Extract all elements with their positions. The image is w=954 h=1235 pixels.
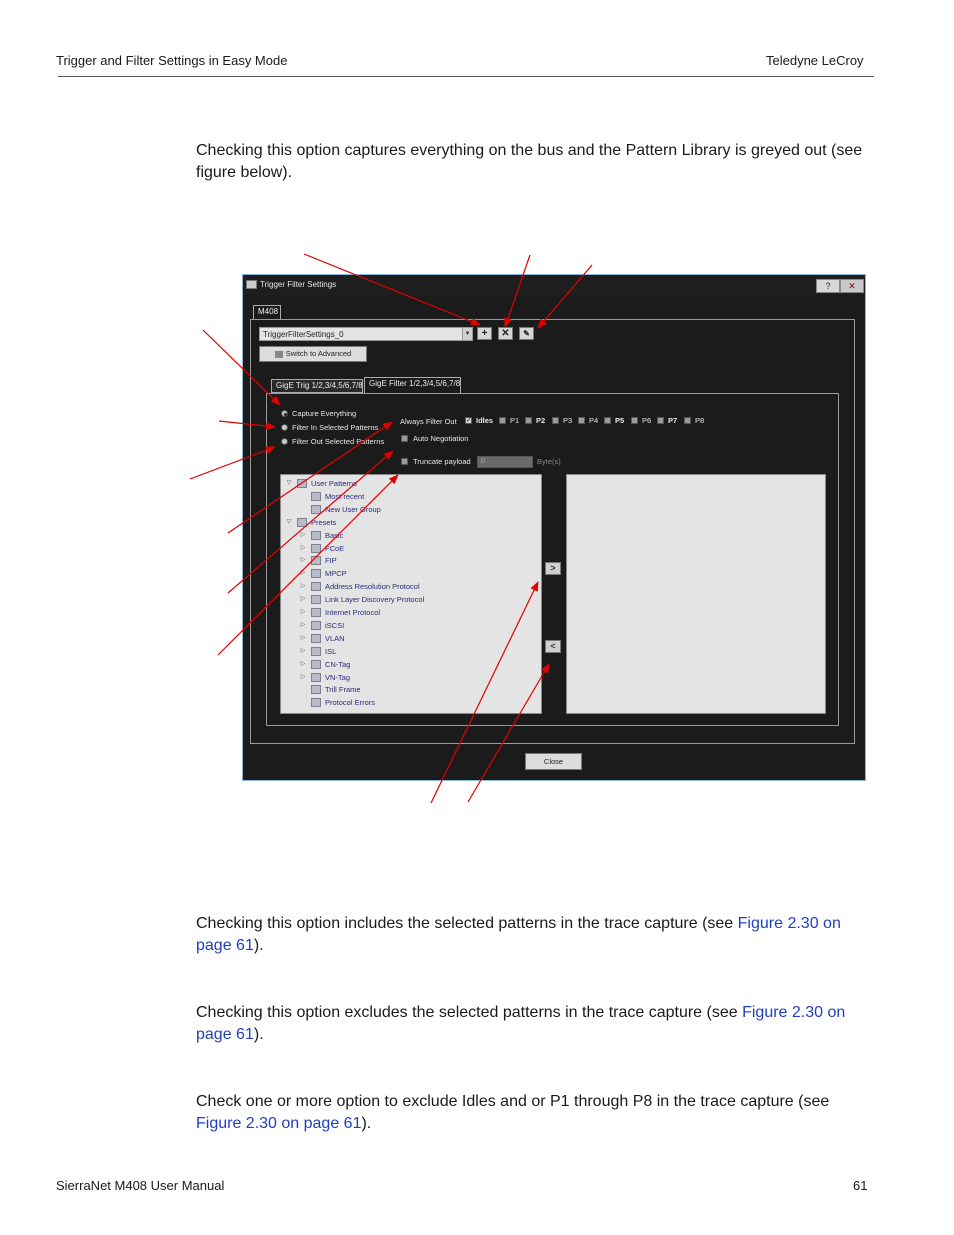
add-icon[interactable]: +	[477, 327, 492, 340]
help-button[interactable]: ?	[816, 279, 840, 293]
truncate-payload-input[interactable]: 0	[477, 456, 533, 468]
expand-toggle-icon[interactable]: ▷	[300, 673, 306, 680]
always-filter-out-label: Always Filter Out	[400, 417, 457, 426]
p8-label: P8	[695, 416, 705, 425]
delete-icon[interactable]: ✕	[498, 327, 513, 340]
truncate-unit-label: Byte(s)	[537, 457, 561, 466]
tree-item[interactable]: FIP	[325, 556, 337, 566]
p2-label: P2	[536, 416, 546, 425]
annotation-arrow-edit	[538, 265, 592, 328]
expand-toggle-icon[interactable]: ▷	[300, 634, 306, 641]
expand-toggle-icon[interactable]: ▽	[286, 518, 292, 525]
annotation-arrow-auto-negotiation	[228, 451, 393, 593]
paragraph-filter-out-end: ).	[253, 1026, 264, 1043]
expand-toggle-icon[interactable]: ▷	[300, 583, 306, 590]
p1-label: P1	[510, 416, 520, 425]
expand-toggle-icon[interactable]: ▷	[300, 570, 306, 577]
close-button[interactable]: Close	[525, 753, 582, 770]
capture-everything-label: Capture Everything	[292, 409, 357, 418]
p4-label: P4	[589, 416, 599, 425]
tree-item[interactable]: Most recent	[325, 491, 365, 501]
expand-toggle-icon[interactable]: ▷	[300, 596, 306, 603]
p6-label: P6	[642, 416, 652, 425]
idles-checkbox[interactable]: ✓	[466, 417, 472, 424]
paragraph-capture-everything: Checking this option captures everything on the bus and the Pattern Library is greyed out (see figure below).	[196, 142, 863, 181]
tree-item[interactable]: iSCSI	[325, 620, 345, 630]
p5-label: P5	[615, 416, 625, 425]
edit-icon[interactable]: ✎	[519, 327, 534, 340]
annotation-arrow-capture-everything	[203, 330, 280, 405]
expand-toggle-icon[interactable]: ▷	[300, 621, 306, 628]
paragraph-always-filter-out-text: Check one or more option to exclude Idles and or P1 through P8 in the trace capture (see	[196, 1093, 830, 1110]
page-number: 61	[853, 1178, 868, 1193]
figure-link-always-filter-out[interactable]: Figure 2.30 on page 61	[196, 1115, 362, 1132]
switch-to-advanced-label: Switch to Advanced	[285, 349, 352, 358]
paragraph-filter-out	[196, 1002, 876, 1046]
tab-m408[interactable]: M408	[253, 305, 281, 319]
dialog-title: Trigger Filter Settings	[260, 280, 337, 289]
tree-item[interactable]: VN-Tag	[325, 672, 351, 682]
figure-link-filter-out[interactable]: Figure 2.30 on page 61	[196, 1004, 846, 1043]
tab-gige-trig[interactable]: GigE Trig 1/2,3/4,5/6,7/8	[271, 379, 363, 393]
dropdown-arrow-icon[interactable]: ▼	[462, 327, 473, 341]
footer-manual-title: SierraNet M408 User Manual	[56, 1178, 225, 1193]
expand-toggle-icon[interactable]: ▷	[300, 557, 306, 564]
tree-item[interactable]: VLAN	[325, 633, 345, 643]
window-close-button[interactable]: ✕	[840, 279, 864, 293]
annotation-arrow-filter-out	[190, 447, 275, 479]
annotation-arrow-always-filter-out	[228, 422, 392, 533]
annotation-arrow-truncate-payload	[218, 475, 398, 655]
annotation-arrow-add	[304, 254, 480, 325]
tree-item[interactable]: Protocol Errors	[325, 698, 376, 708]
tab-gige-filter[interactable]: GigE Filter 1/2,3/4,5/6,7/8	[364, 377, 461, 393]
tree-group-presets[interactable]: Presets	[311, 517, 337, 527]
auto-negotiation-label: Auto Negotiation	[413, 434, 469, 443]
paragraph-filter-out-text: Checking this option excludes the selected patterns in the trace capture (see	[196, 1004, 743, 1021]
annotation-arrow-delete	[505, 255, 530, 327]
tree-group-user-patterns[interactable]: User Patterns	[311, 479, 357, 488]
p3-label: P3	[563, 416, 573, 425]
truncate-payload-label: Truncate payload	[413, 457, 471, 466]
paragraph-filter-in	[196, 913, 876, 957]
expand-toggle-icon[interactable]: ▷	[300, 531, 306, 538]
paragraph-filter-in-text: Checking this option includes the selected patterns in the trace capture (see	[196, 915, 738, 932]
running-header-right: Teledyne LeCroy	[766, 53, 864, 68]
tree-item[interactable]: MPCP	[325, 569, 347, 579]
expand-toggle-icon[interactable]: ▷	[300, 544, 306, 551]
annotation-arrow-filter-in	[219, 421, 275, 427]
tree-item[interactable]: ISL	[325, 646, 337, 656]
tree-item[interactable]: Trill Frame	[325, 685, 361, 695]
tree-item[interactable]: CN-Tag	[325, 659, 351, 669]
tree-item[interactable]: New User Group	[325, 504, 381, 514]
expand-toggle-icon[interactable]: ▷	[300, 660, 306, 667]
filter-in-label: Filter In Selected Patterns	[292, 423, 379, 432]
expand-toggle-icon[interactable]: ▷	[300, 647, 306, 654]
tree-item[interactable]: Link Layer Discovery Protocol	[325, 595, 425, 605]
tree-item[interactable]: Internet Protocol	[325, 608, 381, 617]
expand-toggle-icon[interactable]: ▽	[286, 480, 292, 486]
tree-item[interactable]: Address Resolution Protocol	[325, 582, 420, 592]
expand-toggle-icon[interactable]: ▷	[300, 609, 306, 615]
move-right-button[interactable]: >	[545, 562, 561, 575]
move-left-button[interactable]: <	[545, 640, 561, 653]
annotation-arrow-move-left	[468, 664, 549, 802]
running-header-left: Trigger and Filter Settings in Easy Mode	[56, 53, 288, 68]
tree-item[interactable]: FCoE	[325, 543, 345, 553]
figure-link-filter-in[interactable]: Figure 2.30 on page 61	[196, 915, 841, 954]
tree-item[interactable]: Basic	[325, 530, 344, 540]
paragraph-filter-in-end: ).	[253, 937, 264, 954]
paragraph-always-filter-out	[196, 1091, 876, 1135]
filter-out-label: Filter Out Selected Patterns	[292, 437, 385, 446]
annotation-arrow-move-right	[431, 582, 538, 803]
paragraph-always-filter-out-end: ).	[361, 1115, 372, 1132]
idles-label: Idles	[476, 416, 494, 425]
p7-label: P7	[668, 416, 678, 425]
settings-select[interactable]: TriggerFilterSettings_0	[259, 327, 465, 341]
